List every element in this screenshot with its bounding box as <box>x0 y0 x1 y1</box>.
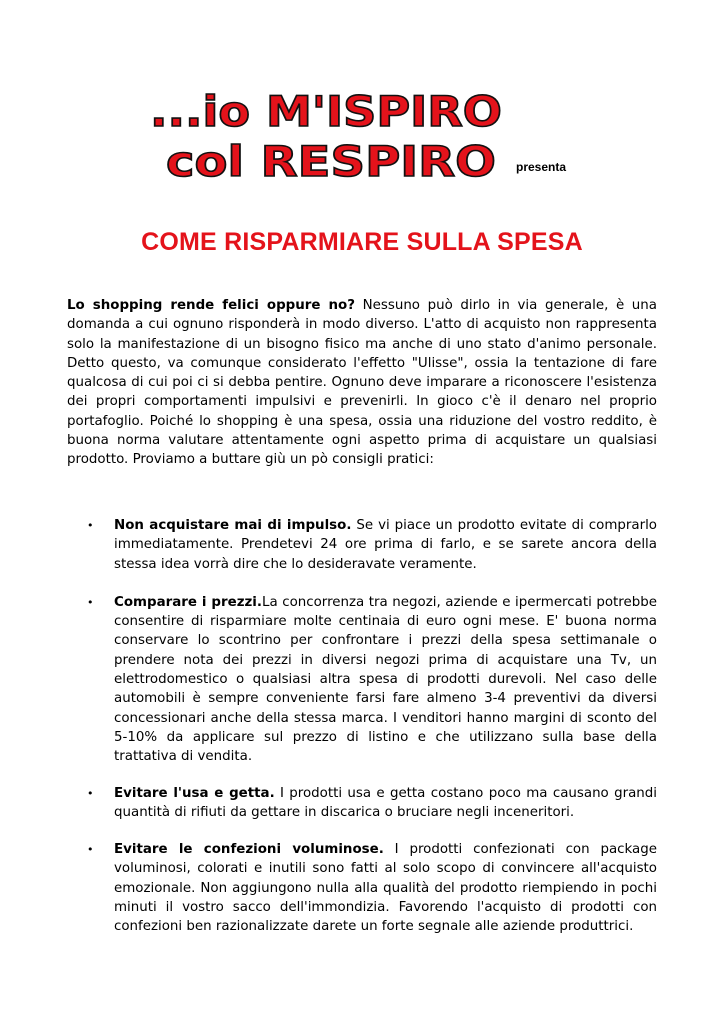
logo-line-1: ...io M'ISPIRO <box>150 87 502 136</box>
tip-heading: Comparare i prezzi. <box>114 594 262 610</box>
intro-text: Nessuno può dirlo in via generale, è una domanda a cui ognuno risponderà in modo diverso. L'atto di acquisto non rappresenta solo la manifestazione di un bisogno fisico ma anche di uno stato d'animo personale. Detto questo, va comunque considerato l'effetto "Ulisse", ossia la tentazione di fare qualcosa di cui poi ci si debba pentire. Ognuno deve imparare a riconoscere l'esistenza dei propri comportamenti impulsivi e prevenirli. In gioco c'è il denaro nel proprio portafoglio. Poiché lo shopping è una spesa, ossia una riduzione del vostro reddito, è buona norma valutare attentamente ogni aspetto prima di acquistare un qualsiasi prodotto. Proviamo a buttare giù un pò consigli pratici: <box>67 298 657 468</box>
bullet-icon: • <box>87 595 94 609</box>
bullet-icon: • <box>87 843 94 857</box>
list-item <box>67 593 657 767</box>
tip-heading: Evitare l'usa e getta. <box>114 785 275 801</box>
intro-lead: Lo shopping rende felici oppure no? <box>67 298 356 313</box>
bullet-icon: • <box>87 786 94 800</box>
logo-image <box>140 84 510 186</box>
list-item <box>67 784 657 823</box>
logo-line-2: col RESPIRO <box>166 137 497 186</box>
tips-list <box>67 516 657 937</box>
list-item <box>67 516 657 574</box>
tip-heading: Non acquistare mai di impulso. <box>114 518 352 533</box>
tip-text: La concorrenza tra negozi, aziende e ipermercati potrebbe consentire di risparmiare molte centinaia di euro ogni mese. E' buona norma conservare lo scontrino per confrontare i prezzi della spesa settimanale o prendere nota dei prezzi in diversi negozi prima di acquistare una Tv, un elettrodomestico o qualsiasi altra spesa di prodotti durevoli. Nel caso delle automobili è sempre conveniente farsi fare almeno 3-4 preventivi da diversi concessionari anche della stessa marca. I venditori hanno margini di sconto del 5-10% da applicare sul prezzo di listino e che utilizzano sulla base della trattativa di vendita. <box>114 594 657 765</box>
tip-text: Se vi piace un prodotto evitate di comprarlo immediatamente. Prendetevi 24 ore prima di farlo, e se sarete ancora della stessa idea vorrà dire che lo desideravate veramente. <box>114 518 657 572</box>
presenta-label: presenta <box>516 160 567 174</box>
intro-paragraph <box>67 296 657 470</box>
page-title: COME RISPARMIARE SULLA SPESA <box>141 228 583 256</box>
bullet-icon: • <box>87 519 94 532</box>
tip-heading: Evitare le confezioni voluminose. <box>114 842 384 858</box>
tip-text: I prodotti confezionati con package voluminosi, colorati e inutili sono fatti al solo scopo di convincere all'acquisto emozionale. Non aggiungono nulla alla qualità del prodotto riempiendo in pochi minuti il vostro sacco dell'immondizia. Favorendo l'acquisto di prodotti con confezioni ben razionalizzate darete un forte segnale alle aziende produttrici. <box>114 842 657 935</box>
list-item <box>67 840 657 936</box>
tip-text: I prodotti usa e getta costano poco ma causano grandi quantità di rifiuti da gettare in discarica o bruciare negli inceneritori. <box>114 785 657 820</box>
